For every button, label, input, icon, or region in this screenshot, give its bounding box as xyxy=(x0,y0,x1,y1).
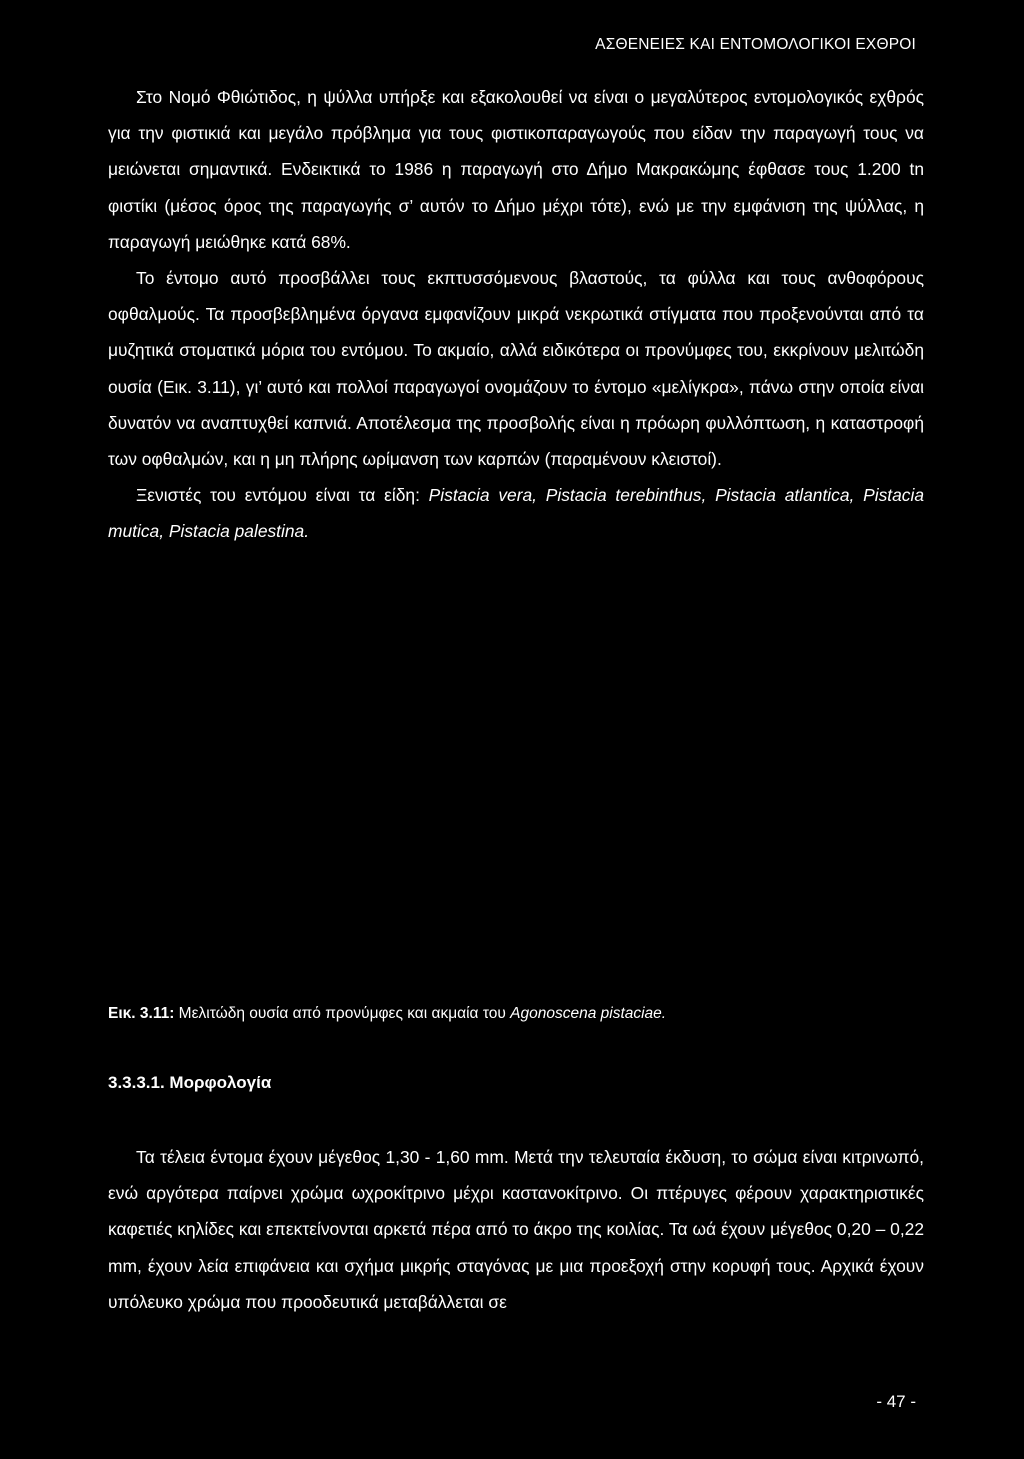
figure-3-11 xyxy=(108,690,924,990)
paragraph: Το έντομο αυτό προσβάλλει τους εκπτυσσόμενους βλαστούς, τα φύλλα και τους ανθοφόρους οφθαλμούς. Τα προσβεβλημένα όργανα εμφανίζουν μικρά νεκρωτικά στίγματα που προξενούνται από τα μυζητικά στοματικά μόρια του εντόμου. Το ακμαίο, αλλά ειδικότερα οι προνύμφες του, εκκρίνουν μελιτώδη ουσία (Εικ. 3.11), γι’ αυτό και πολλοί παραγωγοί ονομάζουν το έντομο «μελίγκρα», πάνω στην οποία είναι δυνατόν να αναπτυχθεί καπνιά. Αποτέλεσμα της προσβολής είναι η πρόωρη φυλλόπτωση, η καταστροφή των οφθαλμών, και η μη πλήρης ωρίμανση των καρπών (παραμένουν κλειστοί). xyxy=(108,268,924,470)
hosts-paragraph xyxy=(108,477,924,549)
body-text-bottom xyxy=(108,1139,924,1320)
figure-caption-species: Agonoscena pistaciae. xyxy=(510,1005,667,1022)
hosts-intro: Ξενιστές του εντόμου είναι τα είδη: xyxy=(136,485,429,506)
body-text-top xyxy=(108,79,924,550)
section-heading: 3.3.3.1. Μορφολογία xyxy=(108,1073,272,1092)
paragraph: Τα τέλεια έντομα έχουν μέγεθος 1,30 - 1,60 mm. Μετά την τελευταία έκδυση, το σώμα είναι κιτρινωπό, ενώ αργότερα παίρνει χρώμα ωχροκίτρινο μέχρι καστανοκίτρινο. Οι πτέρυγες φέρουν χαρακτηριστικές καφετιές κηλίδες και επεκτείνονται αρκετά πέρα από το άκρο της κοιλίας. Τα ωά έχουν μέγεθος 0,20 – 0,22 mm, έχουν λεία επιφάνεια και σχήμα μικρής σταγόνας με μια προεξοχή στην κορυφή τους. Αρχικά έχουν υπόλευκο χρώμα που προοδευτικά μεταβάλλεται σε xyxy=(108,1147,924,1312)
hosts-species: Pistacia vera, Pistacia terebinthus, Pistacia atlantica, Pistacia mutica, Pistacia palestina. xyxy=(108,485,924,542)
paragraph: Στο Νομό Φθιώτιδος, η ψύλλα υπήρξε και εξακολουθεί να είναι ο μεγαλύτερος εντομολογικός εχθρός για την φιστικιά και μεγάλο πρόβλημα για τους φιστικοπαραγωγούς που είδαν την παραγωγή τους να μειώνεται σημαντικά. Ενδεικτικά το 1986 η παραγωγή στο Δήμο Μακρακώμης έφθασε τους 1.200 tn φιστίκι (μέσος όρος της παραγωγής σ’ αυτόν το Δήμο μέχρι τότε), ενώ με την εμφάνιση της ψύλλας, η παραγωγή μειώθηκε κατά 68%. xyxy=(108,87,924,252)
running-header: ΑΣΘΕΝΕΙΕΣ ΚΑΙ ΕΝΤΟΜΟΛΟΓΙΚΟΙ ΕΧΘΡΟΙ xyxy=(595,36,916,53)
figure-caption xyxy=(108,1003,924,1025)
figure-caption-text: Μελιτώδη ουσία από προνύμφες και ακμαία του xyxy=(174,1005,511,1022)
page-number: - 47 - xyxy=(876,1392,916,1411)
figure-caption-label: Εικ. 3.11: xyxy=(108,1005,175,1022)
